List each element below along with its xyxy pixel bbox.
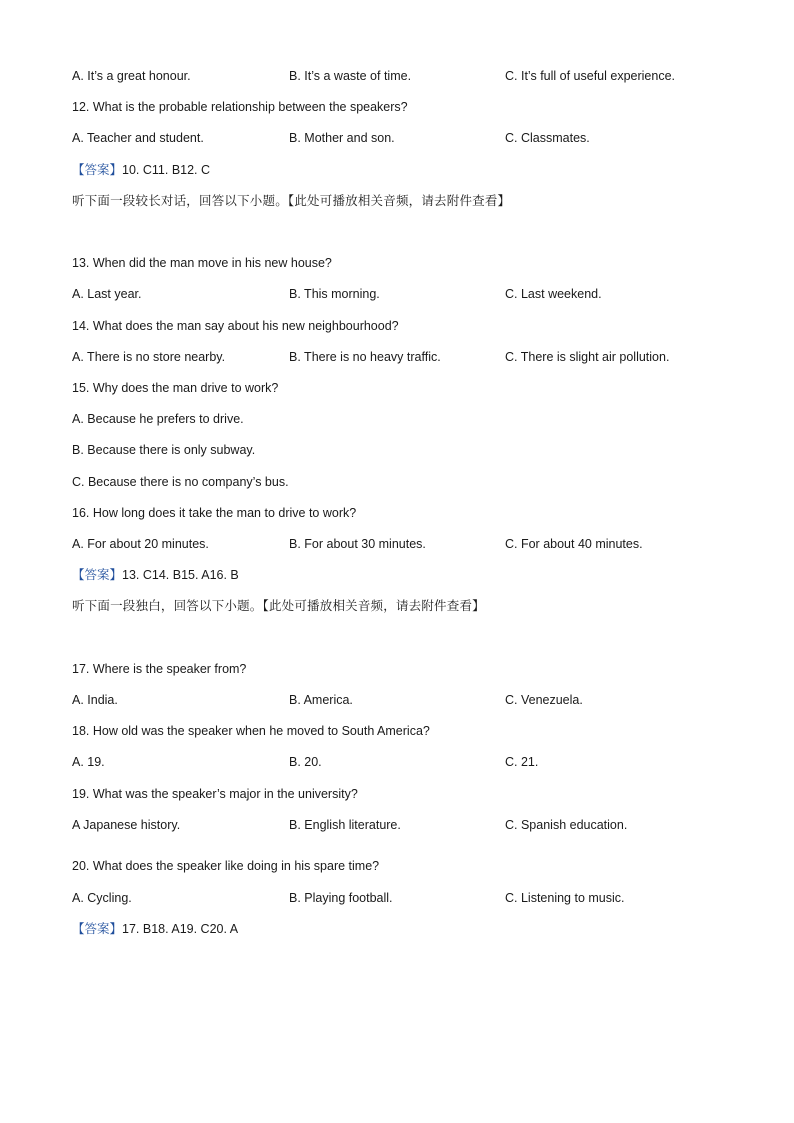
q13-option-c: C. Last weekend. [505,287,602,301]
q17-option-b: B. America. [289,693,353,707]
q12-options [72,129,754,147]
q19-question: 19. What was the speaker’s major in the university? [72,787,358,801]
q14-question: 14. What does the man say about his new neighbourhood? [72,319,399,333]
q12-option-b: B. Mother and son. [289,131,395,145]
answer-text: 17. B18. A19. C20. A [122,922,239,936]
q17-option-c: C. Venezuela. [505,693,583,707]
q16-option-a: A. For about 20 minutes. [72,537,209,551]
q13-question: 13. When did the man move in his new house? [72,256,332,270]
q20-option-b: B. Playing football. [289,891,393,905]
q17-option-a: A. India. [72,693,118,707]
q19-option-b: B. English literature. [289,818,401,832]
q17-question: 17. Where is the speaker from? [72,662,247,676]
q11-option-c: C. It’s full of useful experience. [505,69,675,83]
q12-option-c: C. Classmates. [505,131,590,145]
q11-options [72,67,754,85]
q13-option-b: B. This morning. [289,287,380,301]
answer-text: 10. C11. B12. C [122,163,211,177]
answer-line-1 [72,161,754,179]
q12-option-a: A. Teacher and student. [72,131,204,145]
answer-tag: 【答案】 [72,163,123,177]
q18-option-b: B. 20. [289,755,322,769]
q19-options [72,816,754,834]
answer-text: 13. C14. B15. A16. B [122,568,239,582]
q14-option-c: C. There is slight air pollution. [505,350,670,364]
answer-line-2 [72,566,754,584]
q19-option-a: A Japanese history. [72,818,181,832]
q14-options [72,348,754,366]
q18-option-a: A. 19. [72,755,105,769]
q20-question: 20. What does the speaker like doing in his spare time? [72,859,380,873]
answer-tag: 【答案】 [72,568,123,582]
section-instruction: 听下面一段较长对话，回答以下小题。【此处可播放相关音频，请去附件查看】 [72,194,511,208]
q20-option-c: C. Listening to music. [505,891,625,905]
q18-options [72,753,754,771]
q11-option-b: B. It’s a waste of time. [289,69,412,83]
q20-option-a: A. Cycling. [72,891,132,905]
q12-question: 12. What is the probable relationship between the speakers? [72,100,408,114]
answer-tag: 【答案】 [72,922,123,936]
q15-option-a: A. Because he prefers to drive. [72,412,244,426]
q18-option-c: C. 21. [505,755,539,769]
q15-option-b: B. Because there is only subway. [72,443,256,457]
q14-option-b: B. There is no heavy traffic. [289,350,441,364]
q14-option-a: A. There is no store nearby. [72,350,226,364]
q16-option-c: C. For about 40 minutes. [505,537,643,551]
q16-question: 16. How long does it take the man to drive to work? [72,506,357,520]
answer-line-3 [72,920,754,938]
q17-options [72,691,754,709]
q15-question: 15. Why does the man drive to work? [72,381,279,395]
q13-options [72,285,754,303]
q13-option-a: A. Last year. [72,287,142,301]
q18-question: 18. How old was the speaker when he moved to South America? [72,724,430,738]
section-instruction: 听下面一段独白，回答以下小题。【此处可播放相关音频，请去附件查看】 [72,599,485,613]
q16-options [72,535,754,553]
q11-option-a: A. It’s a great honour. [72,69,191,83]
q20-options [72,889,754,907]
q19-option-c: C. Spanish education. [505,818,628,832]
q15-option-c: C. Because there is no company’s bus. [72,475,289,489]
q16-option-b: B. For about 30 minutes. [289,537,426,551]
